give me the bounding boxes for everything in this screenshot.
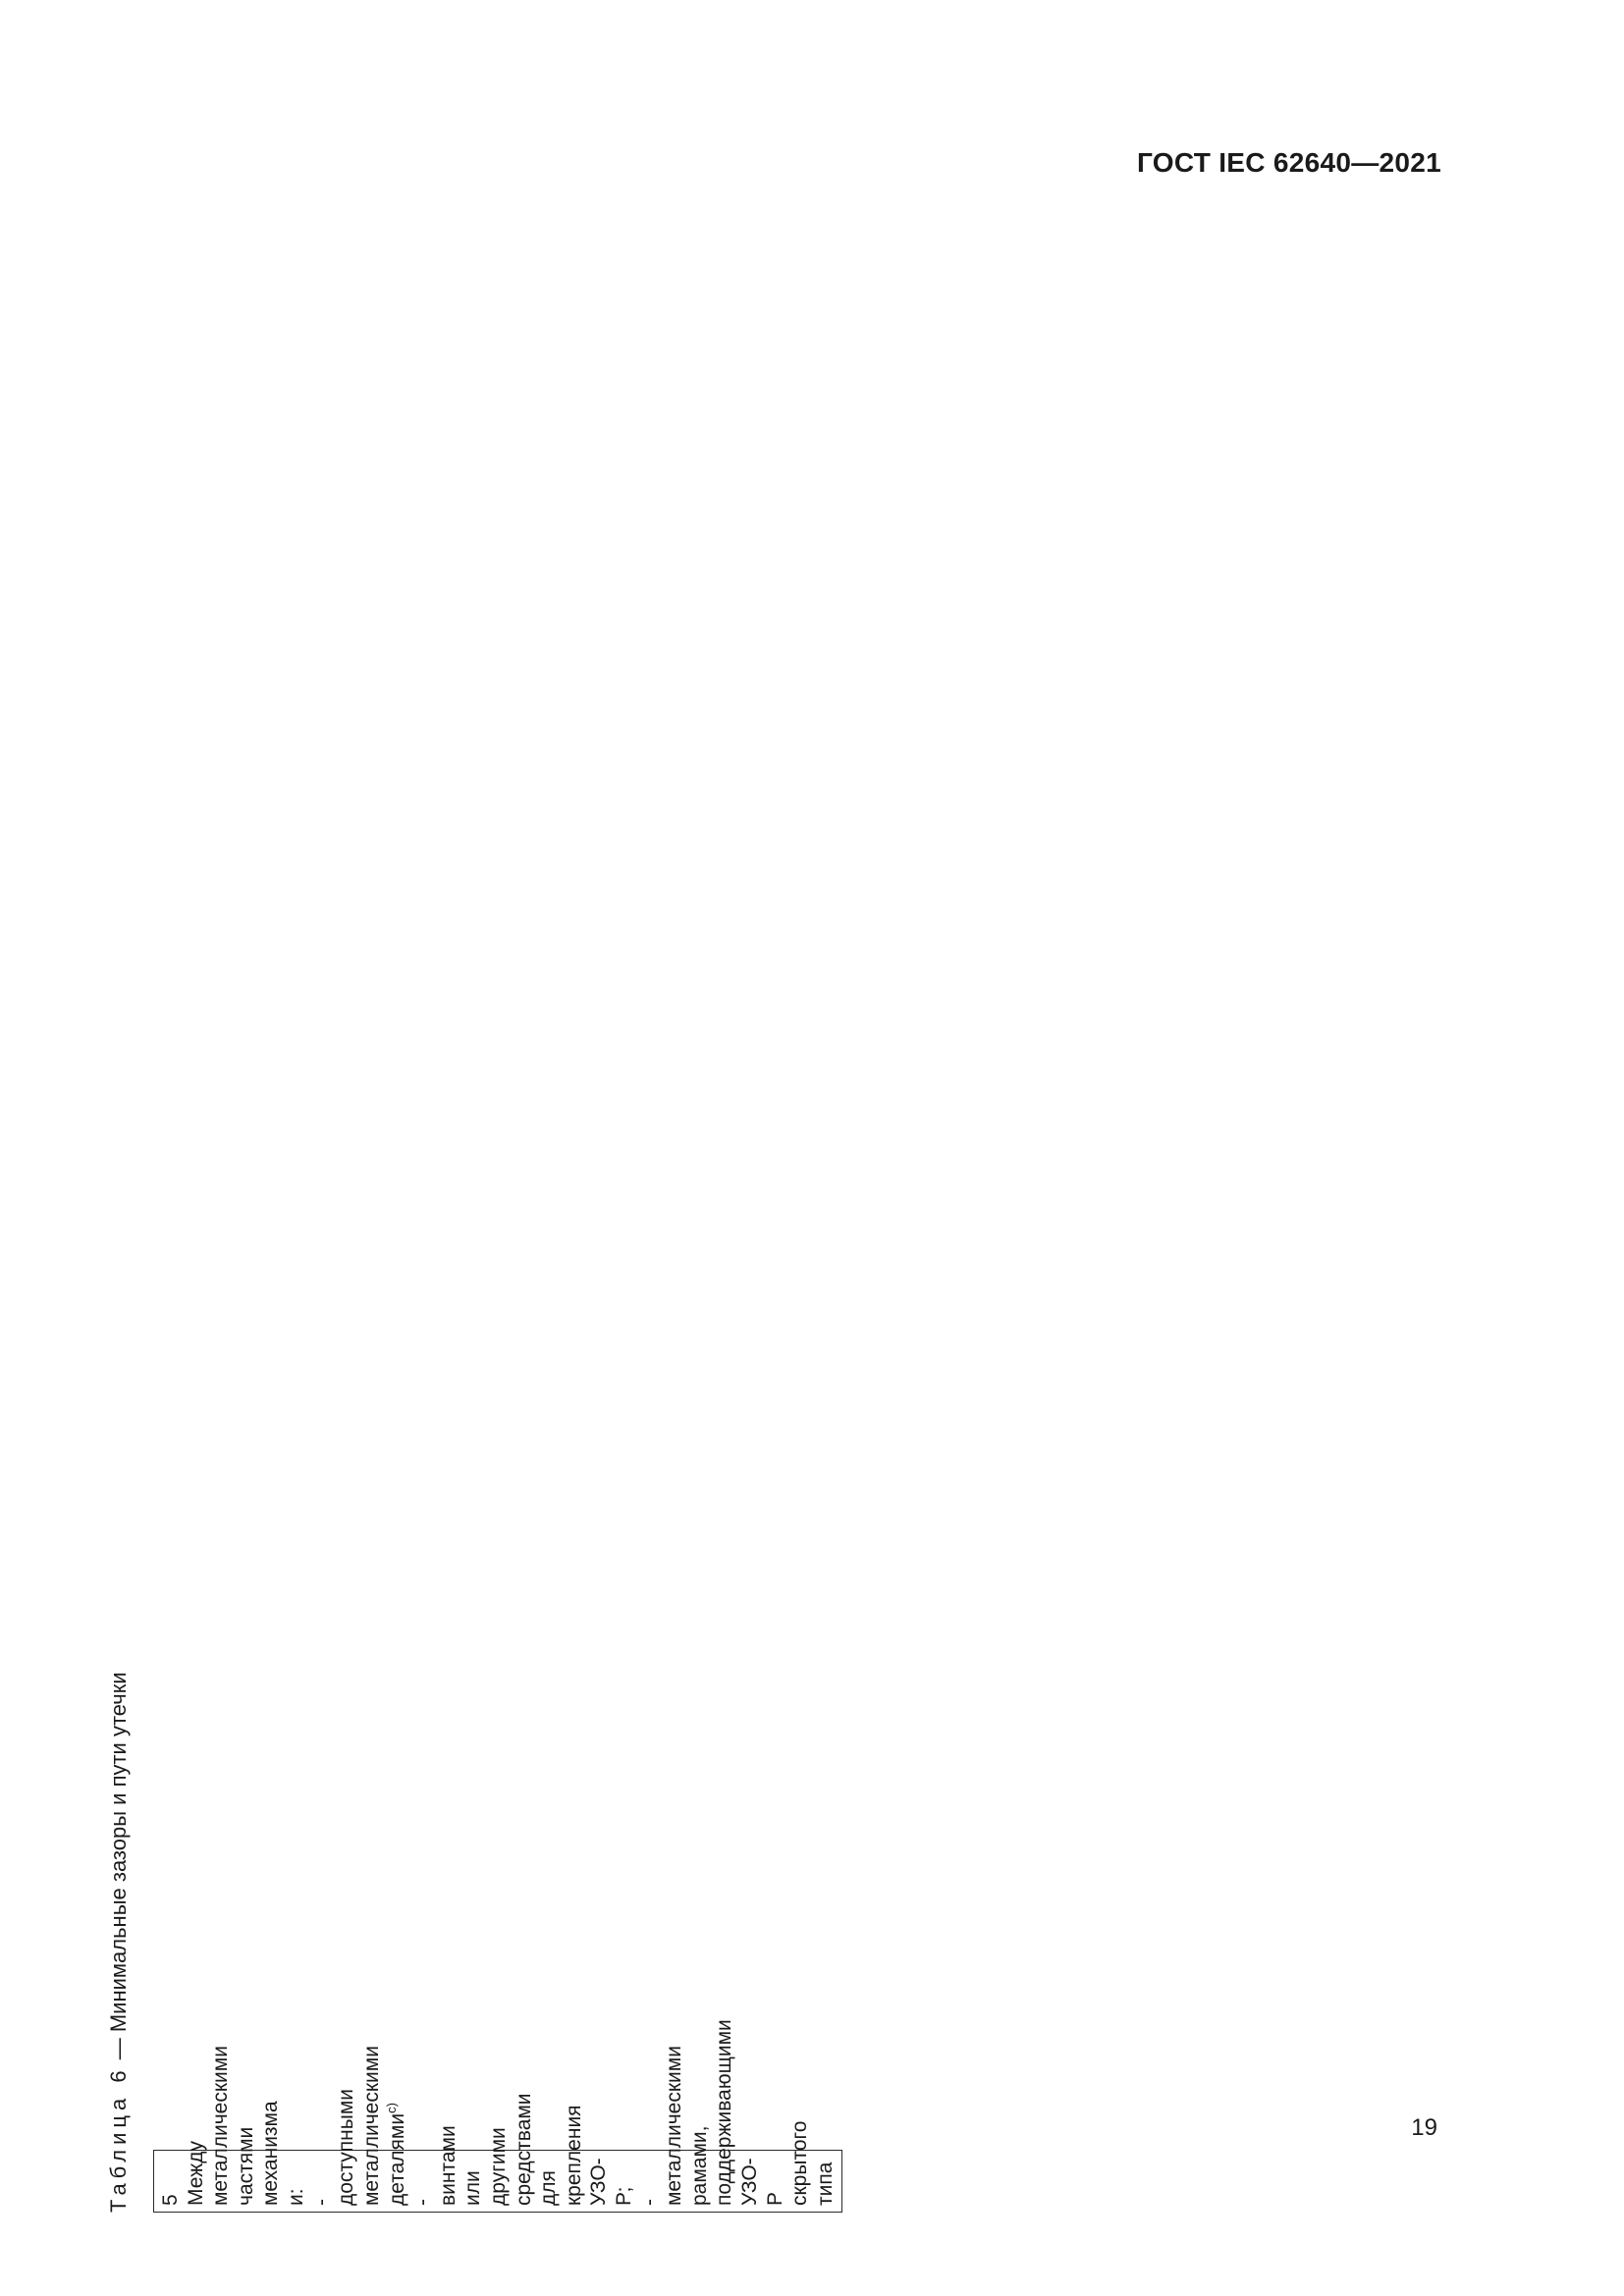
page-number: 19 — [1411, 2114, 1437, 2141]
rotated-table-block — [106, 249, 1382, 2213]
standard-code: ГОСТ IEC 62640—2021 — [1137, 147, 1441, 178]
row5-line2 — [309, 2046, 410, 2206]
clearance-creepage-table — [153, 257, 842, 2213]
caption-text: — Минимальные зазоры и пути утечки — [106, 1672, 131, 2066]
row5-line1: 5 Между металлическими частями механизма и: — [159, 2046, 308, 2206]
row5-line4: - металлическими рамами, поддерживающими УЗО-Р скрытого типа — [637, 2019, 837, 2206]
table-caption — [106, 1672, 132, 2213]
row5-footnote-c: c) — [384, 2103, 400, 2113]
row5-description — [154, 2019, 842, 2213]
row5-line2-text: - доступными металлическими деталями — [309, 2046, 409, 2206]
row5-line3: - винтами или другими средствами для крепления УЗО-Р; — [411, 2093, 635, 2206]
caption-prefix: Таблица 6 — [106, 2065, 131, 2213]
